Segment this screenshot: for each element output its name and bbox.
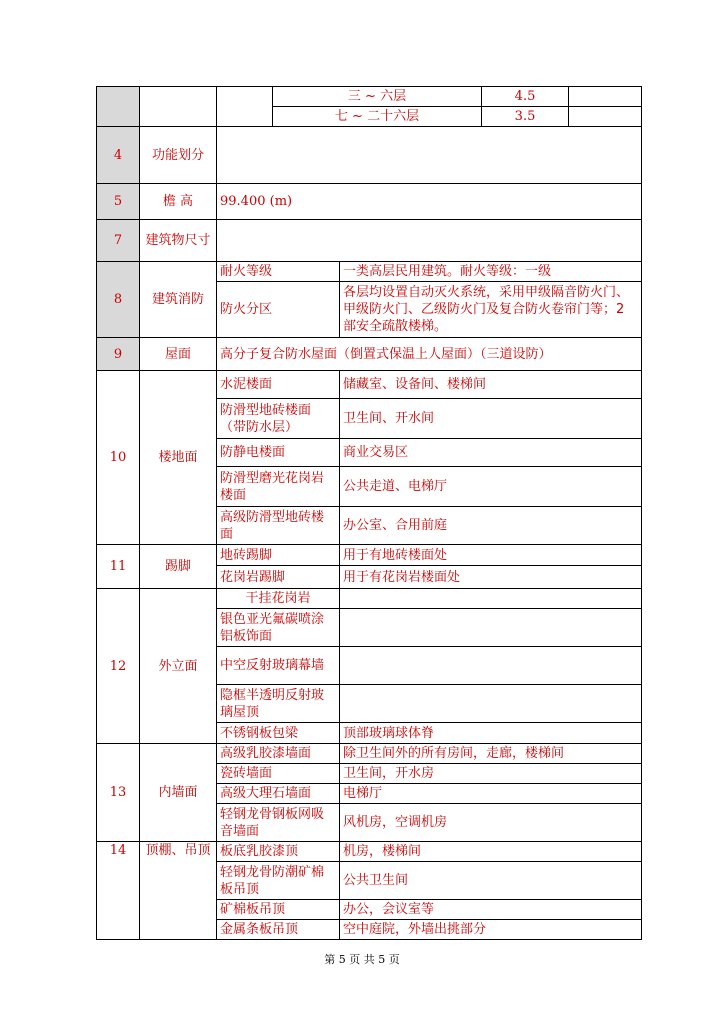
item-name: 中空反射玻璃幕墙	[217, 647, 340, 685]
item-desc: 电梯厅	[340, 784, 642, 804]
item-name: 轻钢龙骨钢板网吸音墙面	[217, 804, 340, 842]
item-desc: 卫生间，开水房	[340, 764, 642, 784]
table-row	[97, 127, 642, 184]
row-number: 13	[97, 744, 140, 842]
item-name: 银色亚光氟碳喷涂铝板饰面	[217, 609, 340, 647]
item-name: 瓷砖墙面	[217, 764, 340, 784]
row-category: 檐 高	[140, 184, 217, 220]
item-desc: 办公，会议室等	[340, 900, 642, 920]
floor-height: 3.5	[482, 107, 569, 127]
item-name: 高级大理石墙面	[217, 784, 340, 804]
item-desc: 公共走道、电梯厅	[340, 467, 642, 507]
row-category: 建筑物尺寸	[140, 220, 217, 262]
row-category: 楼地面	[140, 371, 217, 545]
item-name: 花岗岩踢脚	[217, 566, 340, 589]
spec-table	[96, 86, 642, 940]
item-name: 防火分区	[217, 282, 340, 338]
row-value: 高分子复合防水屋面（倒置式保温上人屋面）（三道设防）	[217, 338, 642, 371]
row-value	[217, 127, 642, 184]
row-category: 内墙面	[140, 744, 217, 842]
item-name: 板底乳胶漆顶	[217, 842, 340, 862]
item-desc: 用于有地砖楼面处	[340, 545, 642, 566]
item-name: 隐框半透明反射玻璃屋顶	[217, 685, 340, 723]
item-desc: 机房，楼梯间	[340, 842, 642, 862]
item-name: 矿棉板吊顶	[217, 900, 340, 920]
item-name: 防静电楼面	[217, 439, 340, 467]
item-name: 高级乳胶漆墙面	[217, 744, 340, 764]
item-desc: 各层均设置自动灭火系统，采用甲级隔音防火门、甲级防火门、乙级防火门及复合防火卷帘门等；2 部安全疏散楼梯。	[340, 282, 642, 338]
item-name: 不锈钢板包梁	[217, 723, 340, 744]
row-category: 建筑消防	[140, 262, 217, 338]
row-category: 踢脚	[140, 545, 217, 589]
item-desc: 空中庭院，外墙出挑部分	[340, 920, 642, 940]
row-value	[217, 220, 642, 262]
page-footer: 第 5 页 共 5 页	[324, 953, 400, 966]
item-name: 地砖踢脚	[217, 545, 340, 566]
item-desc	[340, 685, 642, 723]
table-row	[97, 220, 642, 262]
row-number: 12	[97, 589, 140, 744]
floor-height: 4.5	[482, 87, 569, 107]
item-desc	[340, 589, 642, 609]
table-row	[97, 744, 642, 764]
item-desc: 风机房，空调机房	[340, 804, 642, 842]
row-category: 功能划分	[140, 127, 217, 184]
table-row	[97, 589, 642, 609]
row-number: 14	[97, 842, 140, 940]
table-row	[97, 842, 642, 862]
row-category: 顶棚、吊顶	[140, 842, 217, 940]
item-desc	[340, 647, 642, 685]
item-name: 水泥楼面	[217, 371, 340, 399]
row-category: 外立面	[140, 589, 217, 744]
table-row	[97, 184, 642, 220]
item-desc: 储藏室、设备间、楼梯间	[340, 371, 642, 399]
row-category: 屋面	[140, 338, 217, 371]
item-desc: 一类高层民用建筑。耐火等级：一级	[340, 262, 642, 282]
table-row	[97, 545, 642, 566]
row-value: 99.400 (m)	[217, 184, 642, 220]
item-name: 防滑型磨光花岗岩楼面	[217, 467, 340, 507]
item-desc: 用于有花岗岩楼面处	[340, 566, 642, 589]
row-number: 11	[97, 545, 140, 589]
blank-cell	[217, 87, 273, 127]
item-name: 轻钢龙骨防潮矿棉板吊顶	[217, 862, 340, 900]
item-desc	[340, 609, 642, 647]
item-desc: 办公室、合用前庭	[340, 507, 642, 545]
table-row	[97, 262, 642, 282]
item-desc: 除卫生间外的所有房间，走廊，楼梯间	[340, 744, 642, 764]
row-number: 7	[97, 220, 140, 262]
item-desc: 顶部玻璃球体脊	[340, 723, 642, 744]
table-row	[97, 87, 642, 107]
item-name: 防滑型地砖楼面（带防水层）	[217, 399, 340, 439]
num-cell	[97, 87, 140, 127]
label-cell	[140, 87, 217, 127]
blank-cell	[569, 107, 642, 127]
item-name: 耐火等级	[217, 262, 340, 282]
floor-label: 三 ~ 六层	[273, 87, 482, 107]
row-number: 10	[97, 371, 140, 545]
row-number: 4	[97, 127, 140, 184]
item-name: 干挂花岗岩	[217, 589, 340, 609]
table-row	[97, 371, 642, 399]
item-desc: 卫生间、开水间	[340, 399, 642, 439]
row-number: 8	[97, 262, 140, 338]
row-number: 5	[97, 184, 140, 220]
row-number: 9	[97, 338, 140, 371]
floor-label: 七 ~ 二十六层	[273, 107, 482, 127]
item-name: 金属条板吊顶	[217, 920, 340, 940]
table-row	[97, 338, 642, 371]
item-name: 高级防滑型地砖楼面	[217, 507, 340, 545]
item-desc: 商业交易区	[340, 439, 642, 467]
blank-cell	[569, 87, 642, 107]
item-desc: 公共卫生间	[340, 862, 642, 900]
